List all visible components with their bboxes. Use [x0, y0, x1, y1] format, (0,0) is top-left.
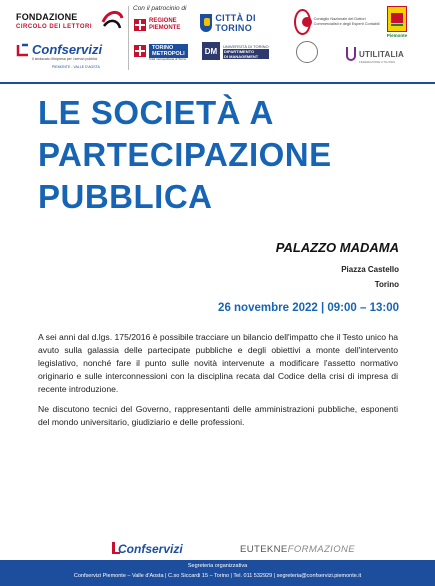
dm-mark-icon: DM: [202, 42, 220, 60]
torino-metro-line1: TORINO: [152, 45, 174, 51]
fondazione-swoosh-icon: [100, 8, 124, 32]
fondazione-line1: FONDAZIONE: [16, 12, 78, 22]
confservizi-mark-icon: [16, 43, 30, 57]
odcec-text: Consiglio Nazionale dei Dottori Commercialisti e degli Esperti Contabili: [313, 17, 380, 26]
regione-line2: PIEMONTE: [149, 25, 181, 31]
fondazione-circolo-lettori-logo: [16, 6, 126, 42]
anci-label: Piemonte: [386, 33, 408, 38]
event-speakers-description: Ne discutono tecnici del Governo, rappresentanti delle amministrazioni pubbliche, esponenti del mondo universitario, giudiziario e delle professioni.: [38, 404, 398, 427]
venue-name: PALAZZO MADAMA: [275, 240, 399, 255]
header-divider: [128, 6, 129, 70]
regione-text: [149, 18, 180, 32]
event-title: [38, 92, 408, 218]
torino-metro-subtitle: Città metropolitana di Torino: [149, 57, 187, 61]
fondazione-line2: CIRCOLO DEI LETTORI: [16, 24, 93, 30]
venue-address-city: Torino: [374, 280, 399, 289]
confservizi-subtitle: Il sindacato d'impresa per i servizi pubblici: [32, 57, 98, 61]
unito-line2: DIPARTIMENTO: [223, 49, 269, 54]
torino-metropoli-box: [149, 44, 188, 58]
formazione-word: FORMAZIONE: [287, 544, 356, 555]
footer-logos: [0, 538, 435, 560]
title-line-1: LE SOCIETÀ A: [38, 94, 274, 131]
utilitalia-name: UTILITALIA: [359, 49, 404, 59]
sponsor-logo-band: [0, 0, 435, 82]
confservizi-name: Confservizi: [32, 42, 103, 57]
ordine-circle-logo: [296, 40, 338, 64]
torino-metropoli-logo: [134, 41, 196, 61]
venue-address-street: Piazza Castello: [341, 265, 399, 274]
event-description: A sei anni dal d.lgs. 175/2016 è possibile tracciare un bilancio dell'impatto che il Testo unico ha avuto sulla galassia delle partecipate pubbliche e degli obiettivi a monte dell'intervento legislativo, nonché fare il punto sulle novità intervenute a modificare l'assetto normativo originario e sulle interconnessioni con la disciplina recata dal Codice della crisi di impresa di recente introduzione.: [38, 332, 398, 394]
citta-torino-text: CITTÀ DI TORINO: [215, 13, 256, 33]
unito-text: [223, 44, 269, 59]
patronage-label: Con il patrocinio di: [133, 5, 187, 12]
red-cross-flag-icon: [134, 19, 146, 31]
torino-crest-icon: [200, 14, 212, 32]
event-datetime: 26 novembre 2022 | 09:00 – 13:00: [218, 302, 399, 314]
secretariat-label: Segreteria organizzativa: [187, 563, 248, 569]
regione-line1: REGIONE: [149, 18, 177, 24]
header-rule: [0, 82, 435, 84]
unito-line3: DI MANAGEMENT: [223, 54, 269, 59]
fondazione-logo-text: [16, 12, 92, 32]
ordine-circle-icon: [296, 41, 318, 63]
title-line-3: PUBBLICA: [38, 178, 213, 215]
citta-di-torino-logo: [200, 12, 286, 34]
secretariat-contact: Confservizi Piemonte – Valle d'Aosta | C.so Siccardi 15 – Torino | Tel. 011 532929 | segreteria@confservizi.piemonte.it: [73, 573, 362, 579]
utilitalia-subtitle: FEDERAZIONE UTILITIES: [359, 60, 396, 64]
torino-metro-line2: METROPOLI: [152, 51, 185, 57]
unito-line1: UNIVERSITÀ DI TORINO: [223, 43, 269, 49]
footer-confservizi-logo: Confservizi: [118, 542, 183, 556]
title-line-2: PARTECIPAZIONE: [38, 136, 332, 173]
eutekne-word: EUTEKNE: [240, 544, 288, 555]
unito-management-logo: [202, 40, 288, 62]
anci-emblem-icon: [387, 6, 407, 32]
odcec-logo: [294, 8, 382, 36]
confservizi-logo: [16, 40, 128, 70]
utilitalia-logo: [346, 42, 430, 66]
utilitalia-mark-icon: [346, 47, 356, 61]
odcec-seal-icon: [294, 9, 311, 35]
red-cross-flag-icon: [134, 45, 146, 57]
footer-contact-bar: [0, 560, 435, 586]
anci-piemonte-logo: [386, 6, 408, 42]
confservizi-region: PIEMONTE - VALLE D'AOSTA: [52, 65, 100, 69]
regione-piemonte-logo: [134, 18, 196, 32]
footer-eutekne-logo: [240, 544, 355, 555]
